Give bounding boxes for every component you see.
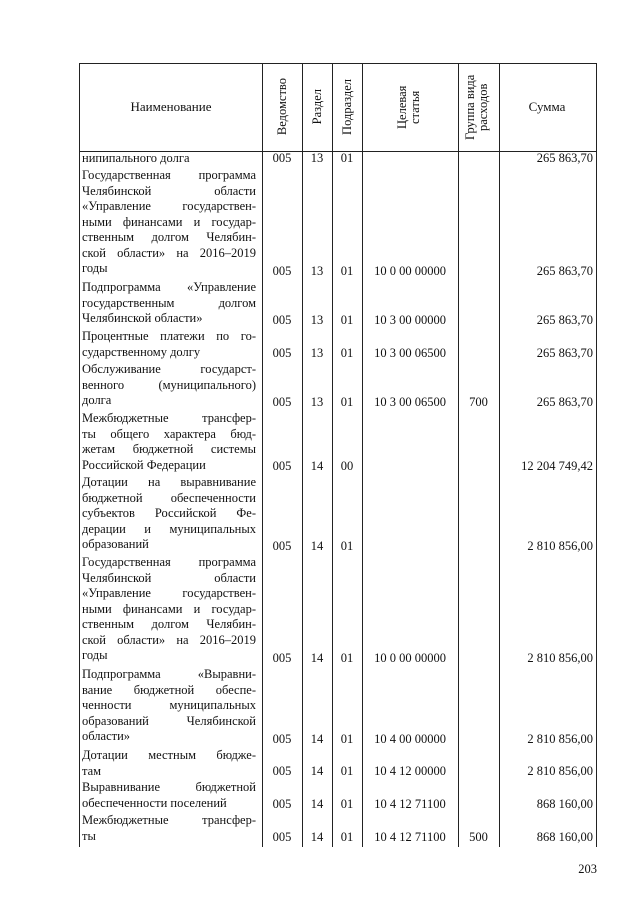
header-razdel-cell: [302, 63, 332, 151]
table-row: [0, 475, 640, 555]
row-podrazdel: 01: [340, 797, 354, 811]
row-name-line: области»: [82, 729, 131, 743]
row-name-line: образований: [82, 537, 149, 551]
row-name-line: ты общего характера бюд-: [82, 426, 256, 441]
row-podrazdel: 00: [340, 459, 354, 473]
row-name: [82, 555, 256, 664]
row-razdel: 13: [310, 346, 324, 360]
row-name-line: Обслуживание государст-: [82, 362, 256, 376]
row-name: [82, 411, 256, 473]
row-name-line: ственным долгом Челябин-: [82, 230, 256, 244]
row-podrazdel: 01: [340, 830, 354, 844]
row-name: [82, 151, 256, 167]
row-celevaya: 10 3 00 06500: [374, 346, 446, 360]
row-celevaya: 10 4 00 00000: [374, 732, 446, 746]
row-razdel: 14: [310, 539, 324, 553]
row-name-line: Процентные платежи по го-: [82, 329, 256, 343]
row-name-line: Челябинской области: [82, 183, 256, 198]
header-gruppa-cell: [458, 63, 499, 151]
row-celevaya: 10 0 00 00000: [374, 264, 446, 278]
row-name-line: там: [82, 763, 102, 778]
header-ved-cell: [262, 63, 302, 151]
row-razdel: 14: [310, 797, 324, 811]
row-name-line: Подпрограмма «Управление: [82, 280, 256, 294]
row-podrazdel: 01: [340, 313, 354, 327]
table-row: [0, 280, 640, 329]
row-podrazdel: 01: [340, 651, 354, 665]
table-row: [0, 411, 640, 475]
header-podrazdel: Подраздел: [339, 79, 354, 135]
row-celevaya: 10 4 12 00000: [374, 764, 446, 778]
header-celevaya: Целевая статья: [395, 85, 422, 129]
row-razdel: 14: [310, 651, 324, 665]
row-summa: 12 204 749,42: [521, 459, 593, 473]
row-name-line: Государственная программа: [82, 168, 256, 182]
row-podrazdel: 01: [340, 732, 354, 746]
row-gruppa: 500: [469, 830, 488, 844]
row-ved: 005: [272, 651, 292, 665]
row-name-line: ской области» на 2016–2019: [82, 245, 256, 260]
row-name-line: государственным долгом: [82, 295, 256, 310]
row-ved: 005: [272, 732, 292, 746]
row-name-line: бюджетной обеспеченности: [82, 490, 256, 505]
row-name-line: долга: [82, 393, 112, 407]
row-name-line: ченности муниципальных: [82, 698, 256, 712]
row-name-line: ской области» на 2016–2019: [82, 632, 256, 647]
row-name-line: венного (муниципального): [82, 377, 256, 392]
row-name-line: ными финансами и государ-: [82, 601, 256, 616]
row-podrazdel: 01: [340, 395, 354, 409]
header-gruppa: Группа вида расходов: [462, 74, 490, 140]
row-name-line: Челябинской области: [82, 570, 256, 585]
table-row: [0, 362, 640, 411]
row-name-line: Подпрограмма «Выравни-: [82, 667, 256, 681]
row-summa: 868 160,00: [536, 830, 593, 844]
row-name-line: Дотации на выравнивание: [82, 475, 256, 489]
row-celevaya: 10 4 12 71100: [374, 830, 446, 844]
row-ved: 005: [272, 313, 292, 327]
row-celevaya: 10 3 00 06500: [374, 395, 446, 409]
row-name: [82, 748, 256, 779]
row-razdel: 14: [310, 459, 324, 473]
row-name-line: Челябинской области»: [82, 311, 203, 325]
row-name: [82, 813, 256, 844]
row-summa: 2 810 856,00: [527, 764, 593, 778]
row-celevaya: 10 4 12 71100: [374, 797, 446, 811]
row-name-line: Российской Федерации: [82, 457, 206, 472]
row-name: [82, 329, 256, 360]
table-row: [0, 151, 640, 168]
row-name-line: образований Челябинской: [82, 713, 256, 728]
row-ved: 005: [272, 830, 292, 844]
row-razdel: 13: [310, 264, 324, 278]
row-celevaya: 10 0 00 00000: [374, 651, 446, 665]
table-row: [0, 168, 640, 280]
row-ved: 005: [272, 346, 292, 360]
row-razdel: 13: [310, 395, 324, 409]
row-ved: 005: [272, 395, 292, 409]
row-name-line: годы: [82, 261, 108, 275]
row-podrazdel: 01: [340, 151, 354, 165]
row-razdel: 14: [310, 830, 324, 844]
row-name: [82, 280, 256, 327]
row-name-line: Государственная программа: [82, 555, 256, 569]
row-summa: 265 863,70: [536, 346, 593, 360]
row-name-line: Выравнивание бюджетной: [82, 780, 256, 794]
row-name-line: ными финансами и государ-: [82, 214, 256, 229]
row-razdel: 14: [310, 764, 324, 778]
row-name: [82, 667, 256, 745]
row-podrazdel: 01: [340, 264, 354, 278]
header-summa: Сумма: [528, 99, 566, 114]
row-name-line: жетам бюджетной системы: [82, 442, 256, 456]
table-row: [0, 329, 640, 362]
row-gruppa: 700: [469, 395, 488, 409]
row-name-line: «Управление государствен-: [82, 199, 256, 213]
row-summa: 265 863,70: [536, 395, 593, 409]
row-ved: 005: [272, 797, 292, 811]
row-ved: 005: [272, 264, 292, 278]
row-podrazdel: 01: [340, 346, 354, 360]
header-razdel: Раздел: [309, 89, 324, 125]
row-razdel: 13: [310, 313, 324, 327]
page-number: 203: [578, 862, 597, 876]
row-name-line: субъектов Российской Фе-: [82, 506, 256, 520]
row-name-line: ственным долгом Челябин-: [82, 617, 256, 631]
row-name-line: годы: [82, 648, 108, 662]
table-row: [0, 667, 640, 748]
row-name-line: Межбюджетные трансфер-: [82, 813, 256, 827]
row-name-line: ты: [82, 828, 96, 843]
row-summa: 868 160,00: [536, 797, 593, 811]
row-summa: 2 810 856,00: [527, 732, 593, 746]
row-name: [82, 475, 256, 553]
row-name: [82, 362, 256, 409]
row-name-line: вание бюджетной обеспе-: [82, 682, 256, 697]
row-summa: 265 863,70: [536, 264, 593, 278]
table-row: [0, 748, 640, 780]
row-name: [82, 168, 256, 277]
row-ved: 005: [272, 151, 292, 165]
table-row: [0, 780, 640, 813]
row-ved: 005: [272, 764, 292, 778]
header-ved: Ведомство: [274, 78, 289, 136]
row-razdel: 13: [310, 151, 324, 165]
row-celevaya: 10 3 00 00000: [374, 313, 446, 327]
table-row: [0, 555, 640, 667]
row-name-line: Межбюджетные трансфер-: [82, 411, 256, 425]
header-podrazdel-cell: [332, 63, 362, 151]
table-row: [0, 813, 640, 846]
row-ved: 005: [272, 459, 292, 473]
row-name-line: Дотации местным бюдже-: [82, 748, 256, 762]
row-summa: 2 810 856,00: [527, 539, 593, 553]
row-name-line: сударственному долгу: [82, 344, 201, 359]
row-name-line: обеспеченности поселений: [82, 795, 227, 810]
row-summa: 265 863,70: [536, 151, 593, 165]
row-name-line: дерации и муниципальных: [82, 521, 256, 536]
row-podrazdel: 01: [340, 764, 354, 778]
row-razdel: 14: [310, 732, 324, 746]
row-name-line: «Управление государствен-: [82, 586, 256, 600]
row-summa: 265 863,70: [536, 313, 593, 327]
row-podrazdel: 01: [340, 539, 354, 553]
row-ved: 005: [272, 539, 292, 553]
row-name: [82, 780, 256, 811]
header-name: Наименование: [130, 99, 212, 114]
header-celevaya-cell: [362, 63, 458, 151]
row-summa: 2 810 856,00: [527, 651, 593, 665]
row-name-line: нипипального долга: [82, 151, 190, 165]
